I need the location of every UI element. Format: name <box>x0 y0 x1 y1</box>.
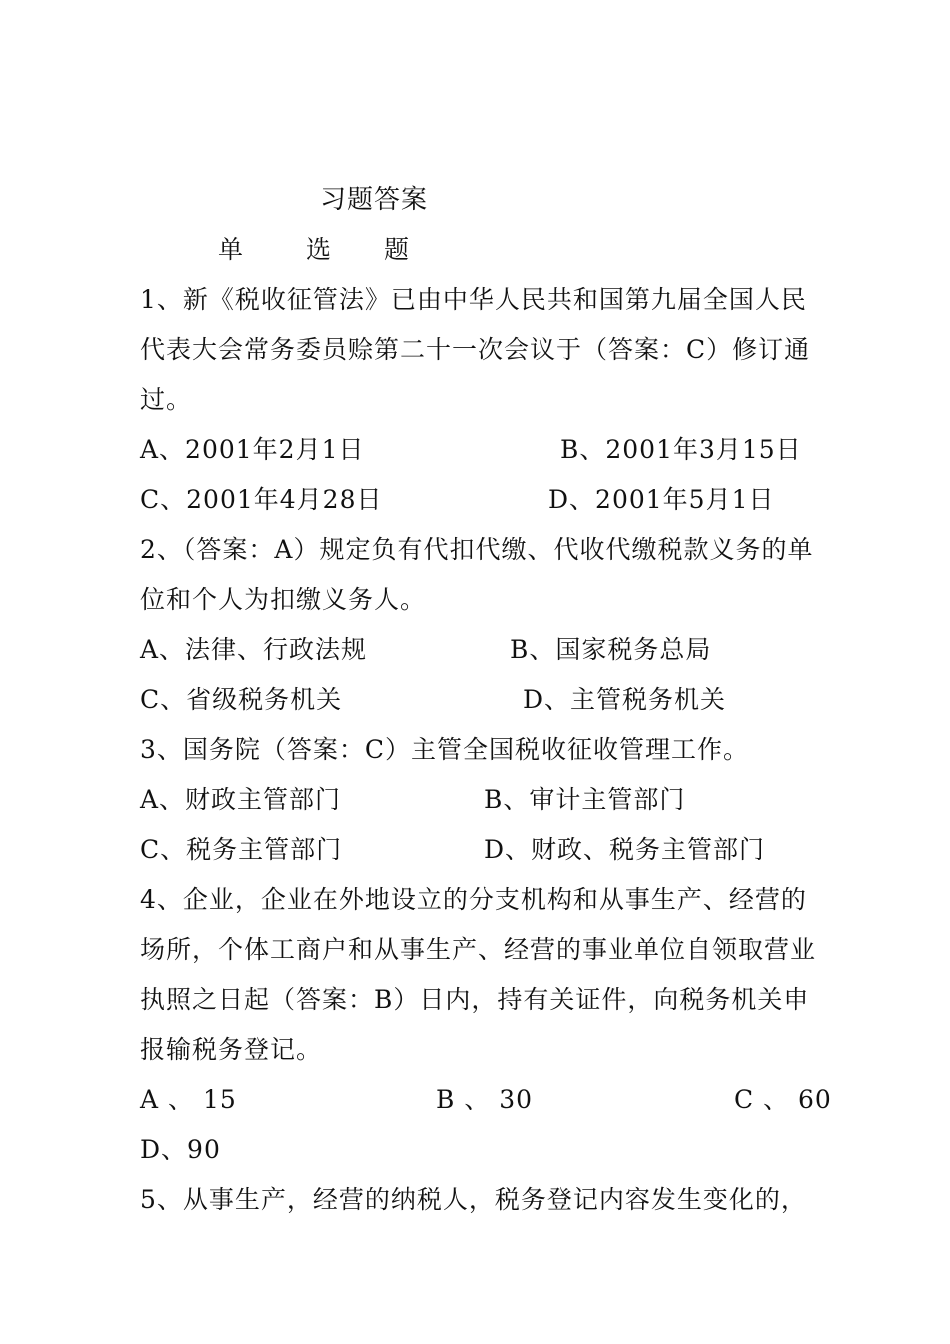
question-4-line: 报输税务登记。 <box>140 1035 323 1064</box>
question-1-line: 过。 <box>140 385 193 414</box>
option-c: C 、 60 <box>734 1085 832 1114</box>
option-b: B、审计主管部门 <box>484 785 686 814</box>
question-3-line: 3、国务院（答案：C）主管全国税收征收管理工作。 <box>140 735 750 764</box>
question-4-line: 执照之日起（答案：B）日内，持有关证件，向税务机关申 <box>140 985 810 1014</box>
option-a: A、2001年2月1日 <box>140 435 365 464</box>
question-2-line: 位和个人为扣缴义务人。 <box>140 585 427 614</box>
question-2-line: 2、（答案：A）规定负有代扣代缴、代收代缴税款义务的单 <box>140 535 814 564</box>
question-4-option-d: D、90 <box>140 1135 221 1164</box>
section-heading-char: 单 <box>218 235 245 264</box>
option-c: C、税务主管部门 <box>140 835 343 864</box>
option-d: D、主管税务机关 <box>523 685 727 714</box>
option-a: A、法律、行政法规 <box>140 635 368 664</box>
option-b: B、2001年3月15日 <box>560 435 802 464</box>
option-b: B 、 30 <box>436 1085 534 1114</box>
option-a: A 、 15 <box>140 1085 237 1114</box>
option-c: C、省级税务机关 <box>140 685 343 714</box>
question-5-line: 5、从事生产，经营的纳税人，税务登记内容发生变化的， <box>140 1185 807 1214</box>
question-4-line: 4、企业，企业在外地设立的分支机构和从事生产、经营的 <box>140 885 807 914</box>
option-d: D、财政、税务主管部门 <box>484 835 766 864</box>
section-heading-char: 选 <box>306 235 333 264</box>
option-d: D、2001年5月1日 <box>548 485 775 514</box>
section-heading-char: 题 <box>384 235 411 264</box>
option-c: C、2001年4月28日 <box>140 485 383 514</box>
page-title: 习题答案 <box>320 185 429 215</box>
question-1-line: 1、新《税收征管法》已由中华人民共和国第九届全国人民 <box>140 285 807 314</box>
question-1-line: 代表大会常务委员赊第二十一次会议于（答案：C）修订通 <box>140 335 811 364</box>
question-4-line: 场所，个体工商户和从事生产、经营的事业单位自领取营业 <box>140 935 817 964</box>
option-a: A、财政主管部门 <box>140 785 342 814</box>
option-b: B、国家税务总局 <box>510 635 712 664</box>
